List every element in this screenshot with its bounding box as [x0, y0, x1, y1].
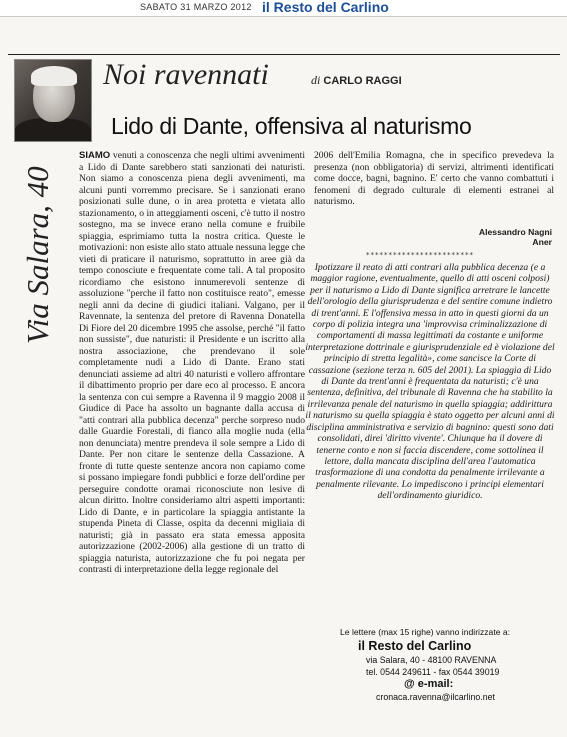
letter-text-left: venuti a conoscenza che negli ultimi avvenimenti a Lido di Dante sarebbero stati sanzionati dei naturisti. Non siamo a conoscenza piena degli avvenimenti, ma alcuni punti vorremmo precisare. Se i sanzionati erano posizionati sulle dune, o in area protetta e vietata allo stazionamento, o in atteggiamenti osceni, c'è tutto il nostro sostegno, ma se invece erano nella comune e fruibile spiaggia, esprimiamo tutta la nostra critica. Queste le motivazioni: non esiste allo stato attuale nessuna legge che vieti di praticare il naturismo, soprattutto in aree già da tempo conosciute e frequentate come tali. A tal proposito ricordiamo che esistono innumerevoli sentenze di assoluzione "perche il fatto non costituisce reato", emesse negli anni da decine di giudici italiani. Valgano, per il Ravennate, la sentenza del pretore di Ravenna Donatella Di Fiore del 20 dicembre 1995 che assolse, perché "il fatto non sussiste", due naturisti: il Presidente e un iscritto alla nostra associazione, che prendevano il sole completamente nudi a Lido di Dante. Erano stati denunciati assieme ad altri 40 naturisti e vollero affrontare il dibattimento proprio per dare eco al processo. E ancora la sentenza con cui sempre a Ravenna il 9 maggio 2008 il Giudice di Pace ha assolto un bagnante dalla accusa di "atti contrari alla pubblica decenza" perche sorpreso nudo dalle Guardie Forestali, di fianco alla moglie nuda (ella non denunciata) mentre prendeva il sole sempre a Lido di Dante. Per non citare le sentenze della Cassazione. A fronte di tutte queste sentenze ancora non capiamo come si possano impiegare fondi pubblici e forze dell'ordine per perseguire condotte oramai riconosciute non lesive di alcun diritto. Inoltre consideriamo altri aspetti importanti: Lido di Dante, e in particolare la spiaggia antistante la stupenda Pineta di Classe, ospita da decenni migliaia di naturisti; già in passato era stata emessa apposita autorizzazione (2002-2006) alla gestione di un tratto di spiaggia naturista, autorizzazione che fu poi negata per contrasti di interpretazione della legge regionale del — [79, 150, 305, 575]
contact-email-label: @ e-mail: — [404, 678, 454, 690]
article-headline: Lido di Dante, offensiva al naturismo — [111, 113, 472, 139]
editor-reply: Ipotizzare il reato di atti contrari alla pubblica decenza (e a maggior ragione, eventualmente, quello di atti osceni colposi) per il naturismo a Lido di Dante significa arretrare le lancette dell'orologio della giurisprudenza e del sentire comune indietro di trent'anni. E l'offensiva messa in atto in questi giorni da un corpo di polizia integra una 'improvvisa criminalizzazione di comportamenti di massa legittimati da costante e uniforme interpretazione dottrinale e giurisprudenziale ed è violazione del principio di stretta legalità», come sancisce la Corte di cassazione (sezione terza n. 605 del 2001). La spiaggia di Lido di Dante da trent'anni è frequentata da naturisti; c'è una sentenza, definitiva, del tribunale di Ravenna che ha stabilito la irrilevanza penale del naturismo in quella spiaggia; addirittura il naturismo su quella spiaggia è stato oggetto per alcuni anni di disciplina amministrativa e servizio di bagnino: questi sono dati consolidati, direi 'diritto vivente'. Chiunque ha il dovere di tenerne conto e non si faccia discendere, come sottolinea il lettore, dalla mancata disciplina dell'area l'automatica trasformazione di una condotta da penalmente irrilevante a penalmente rilevante. Lo impediscono i principi elementari dell'ordinamento giuridico. — [305, 262, 555, 502]
separator-stars: ************************ — [366, 251, 474, 259]
vertical-column-label: Via Salara, 40 — [20, 166, 55, 344]
letter-body-right: 2006 dell'Emilia Romagna, che in specifico prevedeva la presenza (non obbligatoria) di servizi, altrimenti identificati come docce, bagni, bagnino. E' certo che vanno combattuti i fenomeni di degrado culturale di elementi estranei al naturismo. — [314, 150, 554, 207]
byline-prefix: di — [311, 73, 321, 87]
contact-phone: tel. 0544 249611 - fax 0544 39019 — [366, 667, 500, 677]
contact-address: via Salara, 40 - 48100 RAVENNA — [366, 655, 497, 665]
signature-org: Aner — [532, 237, 552, 247]
byline-author: CARLO RAGGI — [323, 75, 402, 87]
photo-hair — [31, 66, 77, 86]
letter-body-left — [79, 150, 305, 735]
column-byline — [311, 73, 402, 88]
contact-email[interactable]: cronaca.ravenna@ilcarlino.net — [376, 692, 495, 702]
signature-name: Alessandro Nagni — [478, 227, 552, 237]
issue-date: SABATO 31 MARZO 2012 — [140, 2, 252, 12]
author-photo — [14, 59, 92, 142]
header-rule — [8, 54, 560, 55]
column-title: Noi ravennati — [103, 58, 269, 91]
lead-word: SIAMO — [79, 150, 111, 161]
newspaper-title: Resto del Carlino — [273, 0, 389, 15]
letter-signature — [314, 227, 552, 247]
newspaper-name — [262, 0, 389, 15]
masthead — [0, 0, 567, 17]
contact-box — [340, 627, 555, 703]
contact-paper: il Resto del Carlino — [358, 639, 472, 653]
contact-intro: Le lettere (max 15 righe) vanno indirizzate a: — [340, 627, 511, 637]
newspaper-prefix: il — [262, 0, 270, 15]
